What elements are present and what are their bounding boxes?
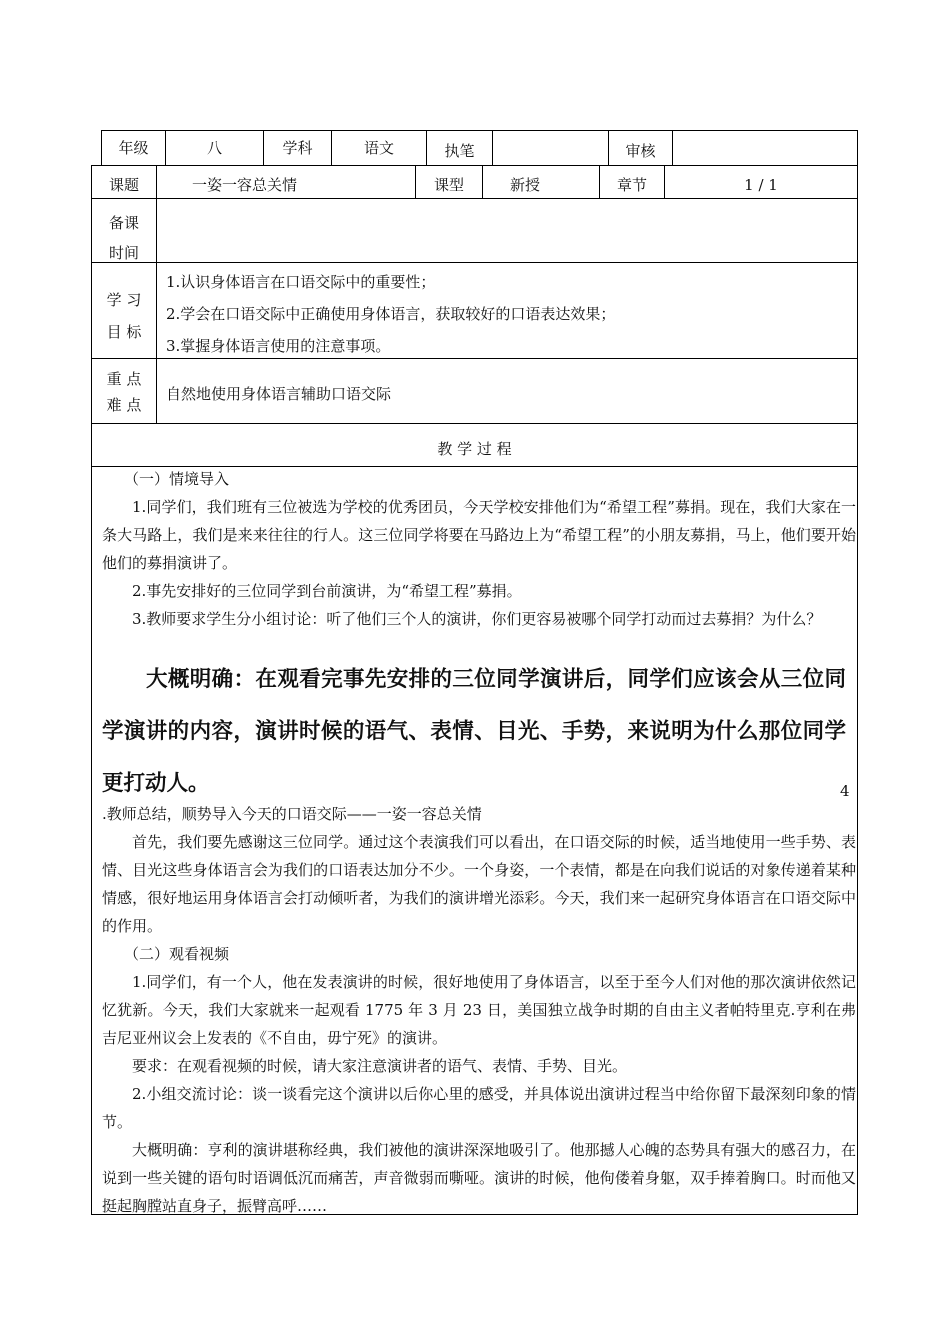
paragraph: 大概明确：亨利的演讲堪称经典，我们被他的演讲深深地吸引了。他那撼人心魄的态势具有强大的感召力，在说到一些关键的语句时语调低沉而痛苦，声音微弱而嘶哑。演讲的时候，他佝偻着身躯，双手捧着胸口。时而他又挺起胸膛站直身子，振臂高呼…… xyxy=(102,1141,856,1215)
paragraph: 2.事先安排好的三位同学到台前演讲，为“希望工程”募捐。 xyxy=(132,582,522,600)
paragraph: 1.同学们，我们班有三位被选为学校的优秀团员，今天学校安排他们为“希望工程”募捐。现在，我们大家在一条大马路上，我们是来来往往的行人。这三位同学将要在马路边上为“希望工程”的小朋友募捐，马上，他们要开始他们的募捐演讲了。 xyxy=(102,498,856,572)
bold-conclusion: 大概明确：在观看完事先安排的三位同学演讲后，同学们应该会从三位同学演讲的内容，演讲时候的语气、表情、目光、手势，来说明为什么那位同学更打动人。 xyxy=(102,667,846,796)
writer-label: 执笔 xyxy=(444,142,475,160)
table-border xyxy=(156,165,157,423)
paragraph: .教师总结，顺势导入今天的口语交际——一姿一容总关情 xyxy=(102,805,482,823)
reviewer-label: 审核 xyxy=(625,142,656,160)
objective-item: 2.学会在口语交际中正确使用身体语言，获取较好的口语表达效果； xyxy=(166,305,616,323)
topic-label: 课题 xyxy=(108,176,139,194)
section-heading: （一）情境导入 xyxy=(124,470,230,488)
section-heading: （二）观看视频 xyxy=(124,945,230,963)
table-border xyxy=(91,198,858,199)
grade-value: 八 xyxy=(206,139,222,157)
topic-value: 一姿一容总关情 xyxy=(192,176,298,194)
table-border xyxy=(857,165,858,1215)
objective-item: 3.掌握身体语言使用的注意事项。 xyxy=(166,337,391,355)
table-border xyxy=(91,423,858,424)
chapter-label: 章节 xyxy=(616,176,647,194)
objective-item: 1.认识身体语言在口语交际中的重要性； xyxy=(166,273,436,291)
prep-time-label: 备课 时间 xyxy=(108,214,139,262)
paragraph: 3.教师要求学生分小组讨论：听了他们三个人的演讲，你们更容易被哪个同学打动而过去募捐？为什么？ xyxy=(132,610,822,628)
type-label: 课型 xyxy=(433,176,464,194)
process-title: 教 学 过 程 xyxy=(437,440,512,458)
key-points-value: 自然地使用身体语言辅助口语交际 xyxy=(166,385,392,403)
table-border xyxy=(492,130,493,165)
paragraph: 2.小组交流讨论：谈一谈看完这个演讲以后你心里的感受，并具体说出演讲过程当中给你留下最深刻印象的情节。 xyxy=(102,1085,856,1131)
table-border xyxy=(91,262,858,263)
paragraph: 首先，我们要先感谢这三位同学。通过这个表演我们可以看出，在口语交际的时候，适当地使用一些手势、表情、目光这些身体语言会为我们的口语表达加分不少。一个身姿，一个表情，都是在向我们说话的对象传递着某种情感，很好地运用身体语言会打动倾听者，为我们的演讲增光添彩。今天，我们来一起研究身体语言在口语交际中的作用。 xyxy=(102,833,856,935)
paragraph: 要求：在观看视频的时候，请大家注意演讲者的语气、表情、手势、目光。 xyxy=(132,1057,628,1075)
table-border xyxy=(101,130,858,131)
table-border xyxy=(91,165,858,166)
objectives-label: 学 习 目 标 xyxy=(106,291,142,341)
page-mark: 4 xyxy=(840,782,850,800)
paragraph: 1.同学们，有一个人，他在发表演讲的时候，很好地使用了身体语言，以至于至今人们对他的那次演讲依然记忆犹新。今天，我们大家就来一起观看 1775 年 3 月 23 日，美国独立战争时期的自由主义者帕特里克.亨利在弗吉尼亚州议会上发表的《不自由，毋宁死》的演讲。 xyxy=(102,973,856,1047)
grade-label: 年级 xyxy=(118,139,149,157)
type-value: 新授 xyxy=(509,176,540,194)
subject-label: 学科 xyxy=(282,139,313,157)
subject-value: 语文 xyxy=(363,139,394,157)
chapter-value: 1 / 1 xyxy=(744,176,778,194)
table-border xyxy=(857,130,858,165)
table-border xyxy=(91,358,858,359)
table-border xyxy=(672,130,673,165)
key-points-label: 重 点 难 点 xyxy=(106,370,142,414)
